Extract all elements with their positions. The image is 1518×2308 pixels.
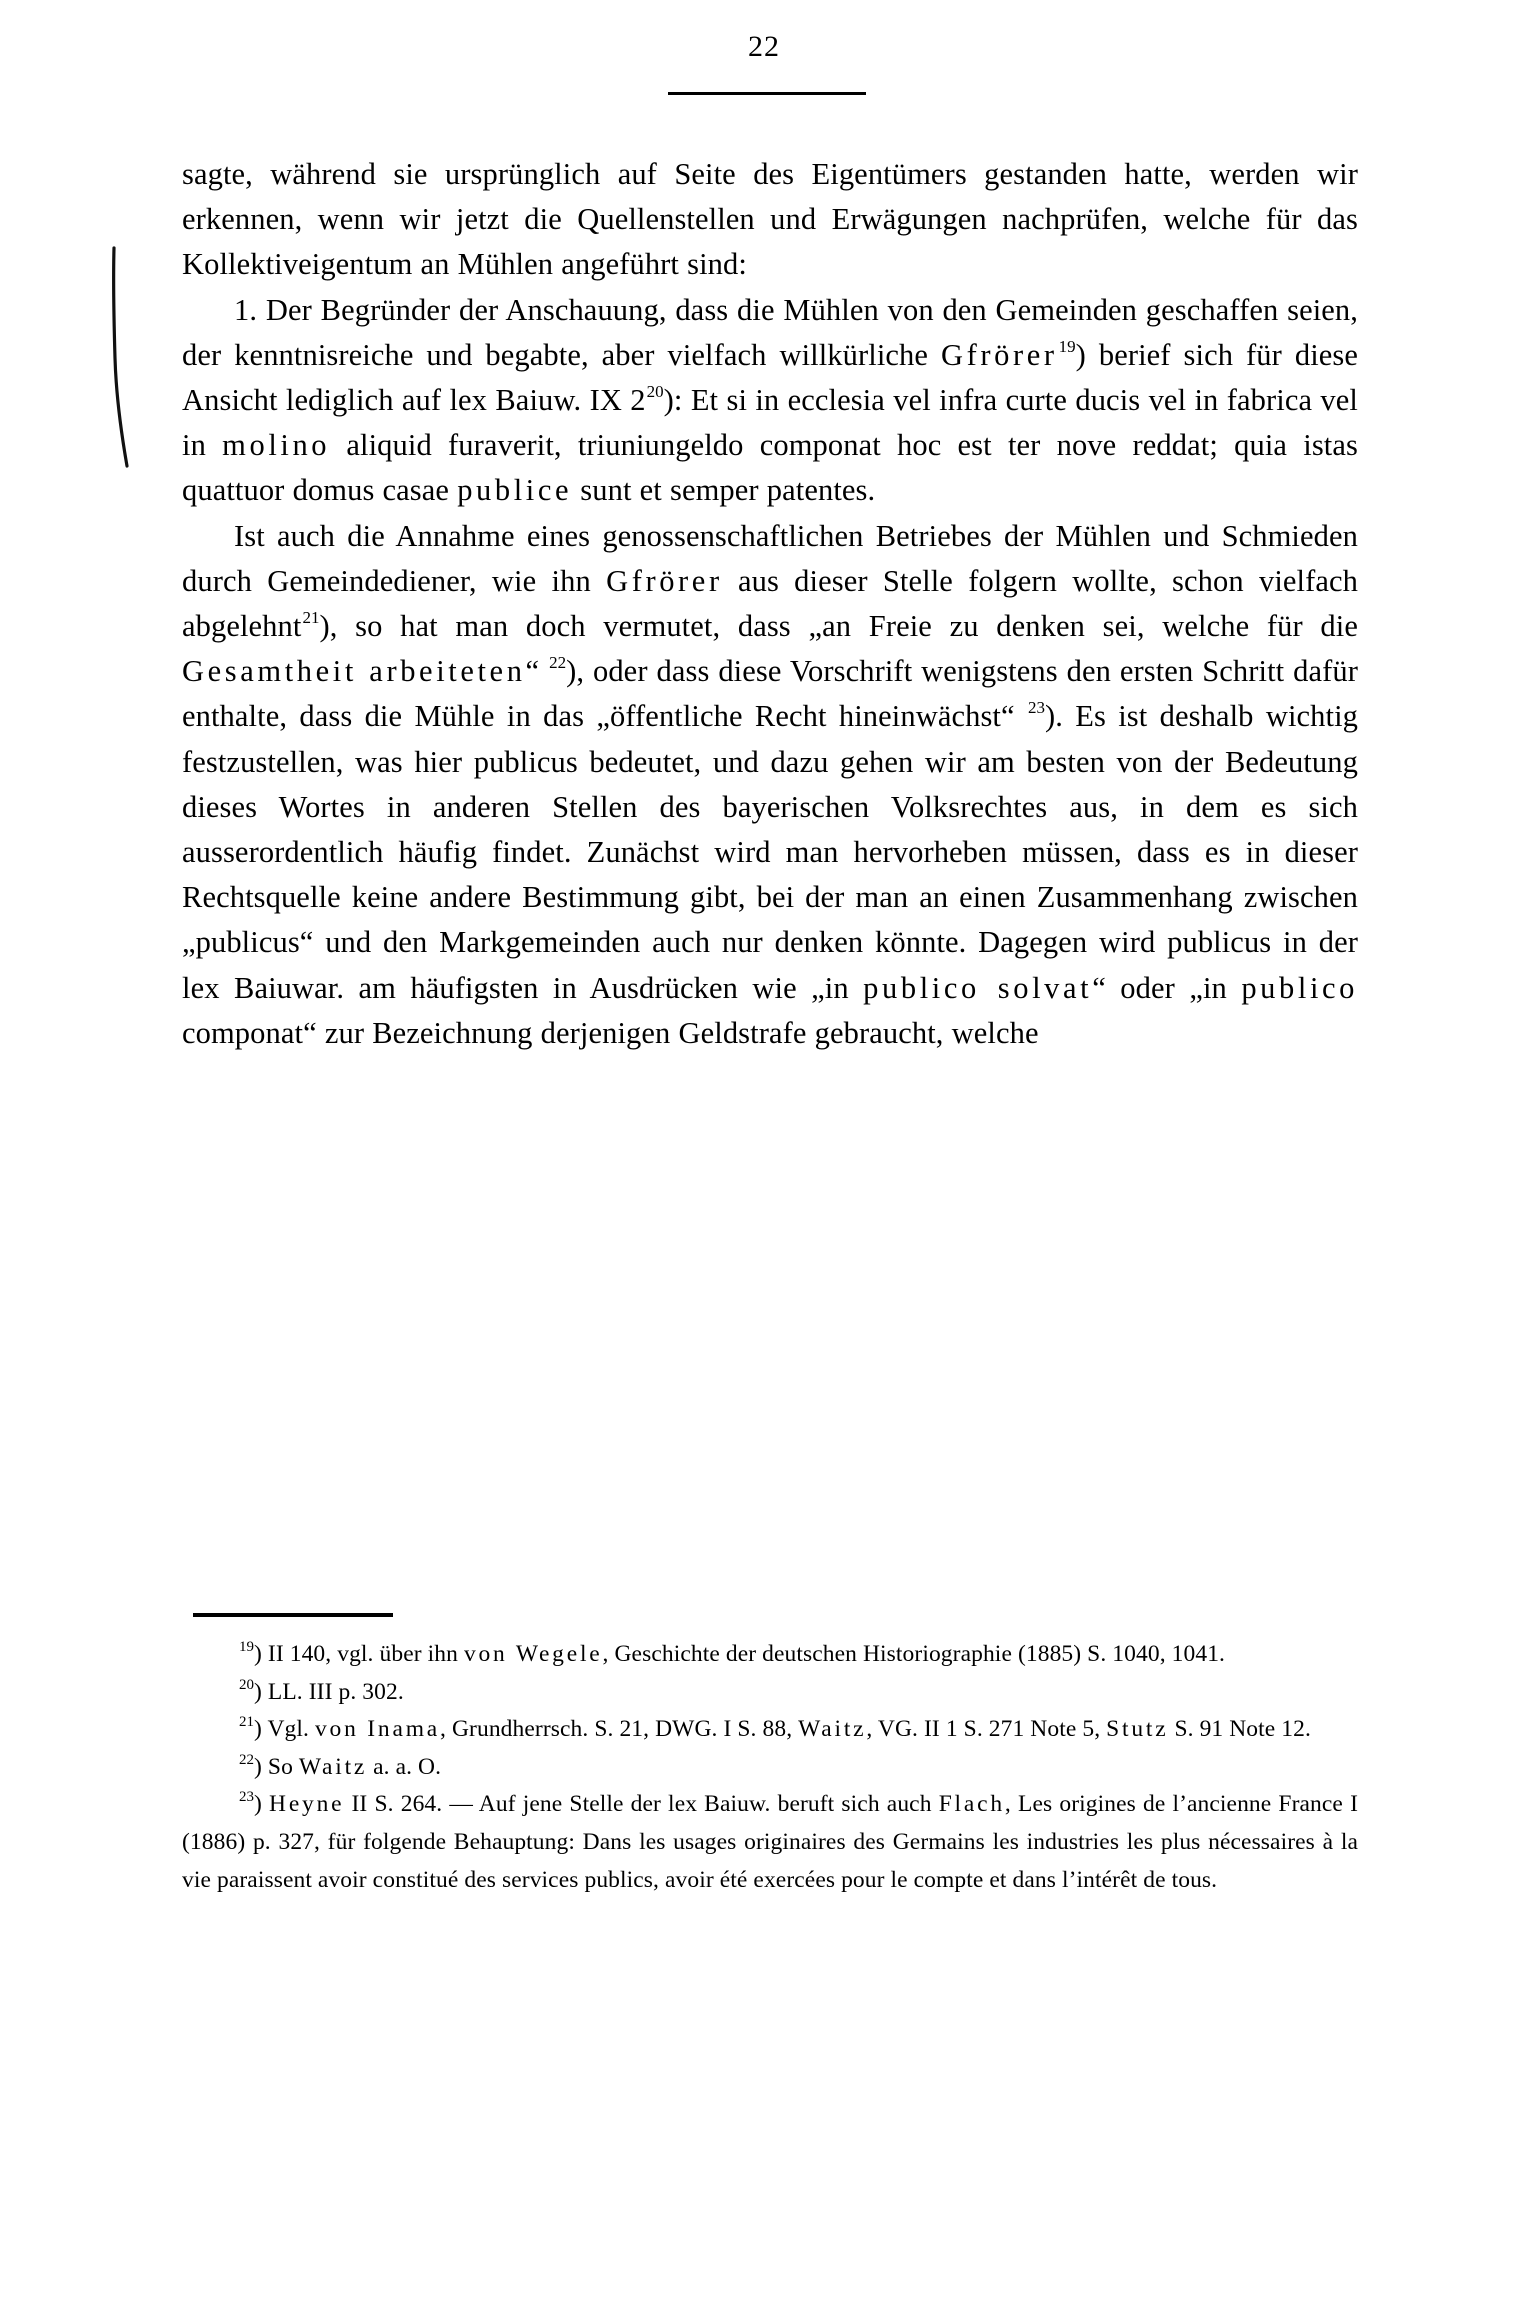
footnote-marker-20[interactable]: 20	[239, 1676, 254, 1693]
footnote-reference-19[interactable]: 19	[1058, 336, 1076, 356]
emphasis-spaced-text: Gesamtheit arbeiteten	[182, 654, 526, 689]
page-header	[0, 30, 1518, 100]
footnote-entry: $^{19}$) II 140, vgl. über ihn von Wegele, Geschichte der deutschen Historiographie (1885) S. 1040, 1041.	[239, 1639, 1226, 1667]
footnote-marker-23[interactable]: 23	[239, 1789, 254, 1806]
emphasis-spaced-text: publico	[1241, 970, 1359, 1005]
emphasis-spaced-text: von Wegele	[463, 1641, 603, 1667]
paragraph-2: 1. Der Begründer der Anschauung, dass die Mühlen von den Gemeinden geschaffen seien, der kenntnisreiche und begabte, aber vielfach willkürliche Gfrörer$^{19}$) berief sich für diese Ansicht lediglich auf lex Baiuw. IX 2$^{20}$): Et si in ecclesia vel infra curte ducis vel in fabrica vel in molino aliquid furaverit, triuniungeldo componat hoc est ter nove reddat; quia istas quattuor domus casae publice sunt et semper patentes.	[182, 292, 1359, 508]
footnote-reference-23[interactable]: 23	[1027, 698, 1045, 718]
emphasis-spaced-text: publice	[457, 473, 573, 508]
emphasis-spaced-text: publico solvat	[863, 970, 1093, 1005]
footnote-reference-21[interactable]: 21	[302, 608, 320, 628]
footnote-reference-20[interactable]: 20	[646, 382, 664, 402]
footnote-entry: $^{22}$) So Waitz a. a. O.	[239, 1751, 442, 1780]
emphasis-spaced-text: Flach	[938, 1791, 1005, 1818]
footnote-reference-22[interactable]: 22	[549, 653, 567, 673]
footnote-marker-19[interactable]: 19	[239, 1639, 254, 1655]
paragraph-1: sagte, während sie ursprünglich auf Seite des Eigentümers gestanden hatte, werden wir erkennen, wenn wir jetzt die Quellenstellen und Erwägungen nachprüfen, welche für das Kollektiveigentum an Mühlen angeführt sind:	[182, 157, 1358, 282]
emphasis-spaced-text: Waitz	[798, 1716, 867, 1743]
page-number: 22	[748, 30, 780, 63]
footnote-marker-22[interactable]: 22	[239, 1751, 254, 1768]
emphasis-spaced-text: Heyne	[269, 1791, 345, 1818]
folio-underline-rule	[668, 92, 866, 95]
emphasis-spaced-text: molino	[222, 428, 331, 463]
footnote-marker-21[interactable]: 21	[239, 1714, 254, 1731]
footnote-entry: $^{23}$) Heyne II S. 264. — Auf jene Stelle der lex Baiuw. beruft sich auch Flach, Les origines de l’ancienne France I (1886) p. 327, für folgende Behauptung: Dans les usages originaires des Germains les industries les plus nécessaires à la vie paraissent avoir constitué des services publics, avoir été exercées pour le compte et dans l’intérêt de tous.	[182, 1789, 1359, 1893]
margin-annotation-line	[108, 246, 134, 468]
emphasis-spaced-text: von Inama	[314, 1716, 441, 1743]
emphasis-spaced-text: Gfrörer	[941, 337, 1058, 372]
emphasis-spaced-text: Gfrörer	[606, 563, 723, 598]
footnote-entry: $^{21}$) Vgl. von Inama, Grundherrsch. S. 21, DWG. I S. 88, Waitz, VG. II 1 S. 271 Note 5, Stutz S. 91 Note 12.	[239, 1714, 1311, 1743]
footnote-block	[182, 1636, 1358, 1899]
emphasis-spaced-text: Stutz	[1106, 1716, 1169, 1743]
footnote-entry: $^{20}$) LL. III p. 302.	[239, 1676, 404, 1705]
body-text-block	[182, 152, 1358, 1056]
paragraph-3: Ist auch die Annahme eines genossenschaftlichen Betriebes der Mühlen und Schmieden durch Gemeindediener, wie ihn Gfrörer aus dieser Stelle folgern wollte, schon vielfach abgelehnt$^{21}$), so hat man doch vermutet, dass „an Freie zu denken sei, welche für die Gesamtheit arbeiteten“ $^{22}$), oder dass diese Vorschrift wenigstens den ersten Schritt dafür enthalte, dass die Mühle in das „öffentliche Recht hineinwächst“ $^{23}$). Es ist deshalb wichtig festzustellen, was hier publicus bedeutet, und dazu gehen wir am besten von der Bedeutung dieses Wortes in anderen Stellen des bayerischen Volksrechtes aus, in dem es sich ausserordentlich häufig findet. Zunächst wird man hervorheben müssen, dass es in dieser Rechtsquelle keine andere Bestimmung gibt, bei der man an einen Zusammenhang zwischen „publicus“ und den Markgemeinden auch nur denken könnte. Dagegen wird publicus in der lex Baiuwar. am häufigsten in Ausdrücken wie „in publico solvat“ oder „in publico componat“ zur Bezeichnung derjenigen Geldstrafe gebraucht, welche	[182, 518, 1359, 1050]
emphasis-spaced-text: Waitz	[298, 1753, 368, 1780]
footnote-separator-rule	[193, 1613, 393, 1617]
